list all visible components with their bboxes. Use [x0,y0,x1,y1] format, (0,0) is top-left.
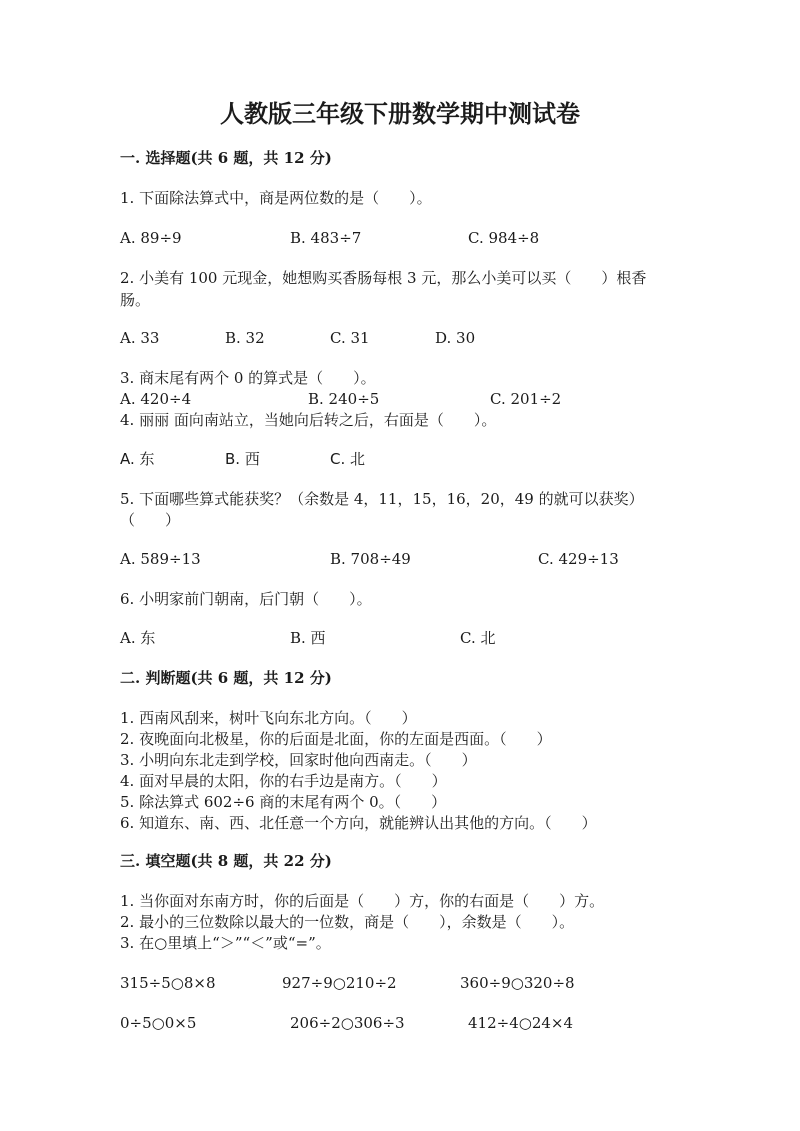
question-stem-continued: （ ） [120,511,181,529]
comparison-expression: 0÷5○0×5 [120,1014,197,1032]
comparison-expression: 315÷5○8×8 [120,974,216,992]
option: C. 429÷13 [538,550,619,568]
option: A. 589÷13 [120,550,201,568]
option: C. 31 [330,329,370,347]
judgement-item: 3. 小明向东北走到学校，回家时他向西南走。（ ） [120,751,477,769]
section-heading-fill-in: 三. 填空题(共 8 题，共 22 分) [120,852,332,870]
option: C. 984÷8 [468,229,540,247]
option: B. 483÷7 [290,229,362,247]
option: A. 420÷4 [120,390,192,408]
section-heading-judgement: 二. 判断题(共 6 题，共 12 分) [120,669,332,687]
option: C. 北 [460,629,496,647]
question-stem: 6. 小明家前门朝南，后门朝（ ）。 [120,590,372,608]
judgement-item: 1. 西南风刮来，树叶飞向东北方向。（ ） [120,709,417,727]
question-stem: 3. 商末尾有两个 0 的算式是（ ）。 [120,369,376,387]
comparison-expression: 412÷4○24×4 [468,1014,574,1032]
question-stem: 5. 下面哪些算式能获奖？（余数是 4，11，15，16，20，49 的就可以获奖） [120,490,644,508]
fill-in-item: 1. 当你面对东南方时，你的后面是（ ）方，你的右面是（ ）方。 [120,892,605,910]
section-heading-choice: 一. 选择题(共 6 题，共 12 分) [120,149,332,167]
comparison-expression: 927÷9○210÷2 [282,974,397,992]
comparison-expression: 206÷2○306÷3 [290,1014,405,1032]
judgement-item: 2. 夜晚面向北极星，你的后面是北面，你的左面是西面。（ ） [120,730,552,748]
option: C. 北 [330,450,366,468]
option: A. 33 [120,329,160,347]
option: A. 东 [120,450,155,468]
comparison-expression: 360÷9○320÷8 [460,974,575,992]
fill-in-item: 2. 最小的三位数除以最大的一位数，商是（ ），余数是（ ）。 [120,913,575,931]
option: C. 201÷2 [490,390,562,408]
question-stem: 1. 下面除法算式中，商是两位数的是（ ）。 [120,189,432,207]
option: B. 240÷5 [308,390,380,408]
judgement-item: 5. 除法算式 602÷6 商的末尾有两个 0。（ ） [120,793,447,811]
option: B. 708÷49 [330,550,411,568]
option: D. 30 [435,329,476,347]
option: A. 89÷9 [120,229,182,247]
option: B. 32 [225,329,265,347]
question-stem-continued: 肠。 [120,291,151,309]
judgement-item: 6. 知道东、南、西、北任意一个方向，就能辨认出其他的方向。（ ） [120,814,597,832]
question-stem: 4. 丽丽 面向南站立，当她向后转之后，右面是（ ）。 [120,411,497,429]
question-stem: 2. 小美有 100 元现金，她想购买香肠每根 3 元，那么小美可以买（ ）根香 [120,269,647,287]
option: B. 西 [225,450,260,468]
fill-in-item: 3. 在○里填上“＞”“＜”或“=”。 [120,934,331,952]
option: A. 东 [120,629,156,647]
judgement-item: 4. 面对早晨的太阳，你的右手边是南方。（ ） [120,772,447,790]
option: B. 西 [290,629,326,647]
page-title: 人教版三年级下册数学期中测试卷 [220,99,580,128]
